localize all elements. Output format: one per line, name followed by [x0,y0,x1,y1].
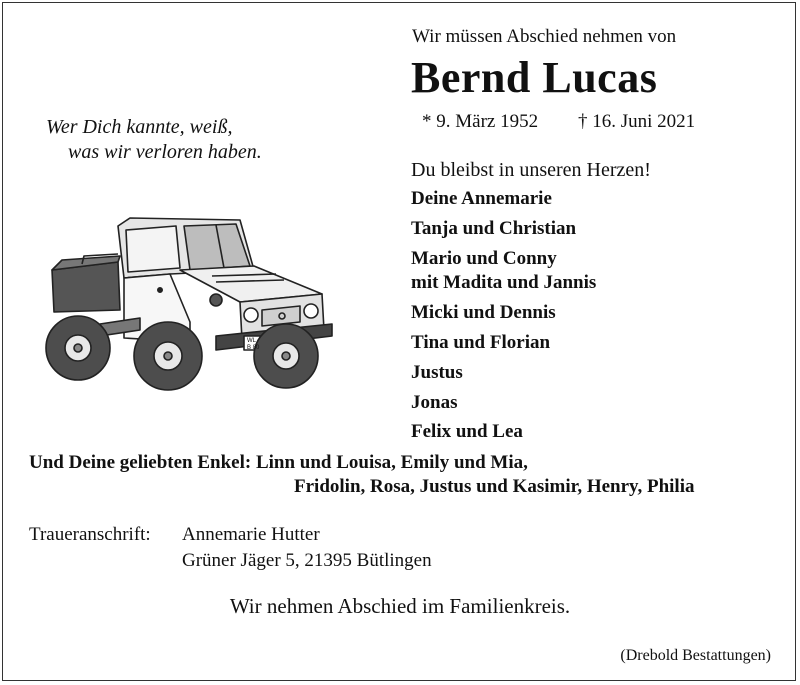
plate-line-2: B 80 [247,345,260,351]
address-street: Grüner Jäger 5, 21395 Bütlingen [182,550,432,571]
mourner-name: mit Madita und Jannis [411,272,597,293]
mourner-name: Tanja und Christian [411,218,577,239]
plate-line-1: WL [247,338,256,344]
mourner-name: Micki und Dennis [411,302,556,323]
quote-line-1: Wer Dich kannte, weiß, [46,116,233,138]
address-name: Annemarie Hutter [182,524,320,545]
address-label: Traueranschrift: [29,524,151,545]
undertaker-name: (Drebold Bestattungen) [620,647,771,664]
mourner-name: Deine Annemarie [411,188,552,209]
mourner-name: Mario und Conny [411,248,557,269]
birth-date: * 9. März 1952 [422,111,539,132]
mourners-lead: Du bleibst in unseren Herzen! [411,159,651,181]
mourner-name: Justus [411,362,463,383]
mourner-name: Felix und Lea [411,421,523,442]
mourner-name: Tina und Florian [411,332,551,353]
grandchildren-line-2: Fridolin, Rosa, Justus und Kasimir, Henry, Philia [294,476,695,497]
deceased-name: Bernd Lucas [411,53,658,102]
grandchildren-line-1: Und Deine geliebten Enkel: Linn und Louisa, Emily und Mia, [29,452,528,473]
closing-text: Wir nehmen Abschied im Familienkreis. [229,594,571,618]
unimog-truck-icon [40,212,340,392]
death-date: † 16. Juni 2021 [578,111,696,132]
mourner-name: Jonas [411,392,458,413]
quote-line-2: was wir verloren haben. [68,141,262,163]
intro-text: Wir müssen Abschied nehmen von [412,26,677,47]
